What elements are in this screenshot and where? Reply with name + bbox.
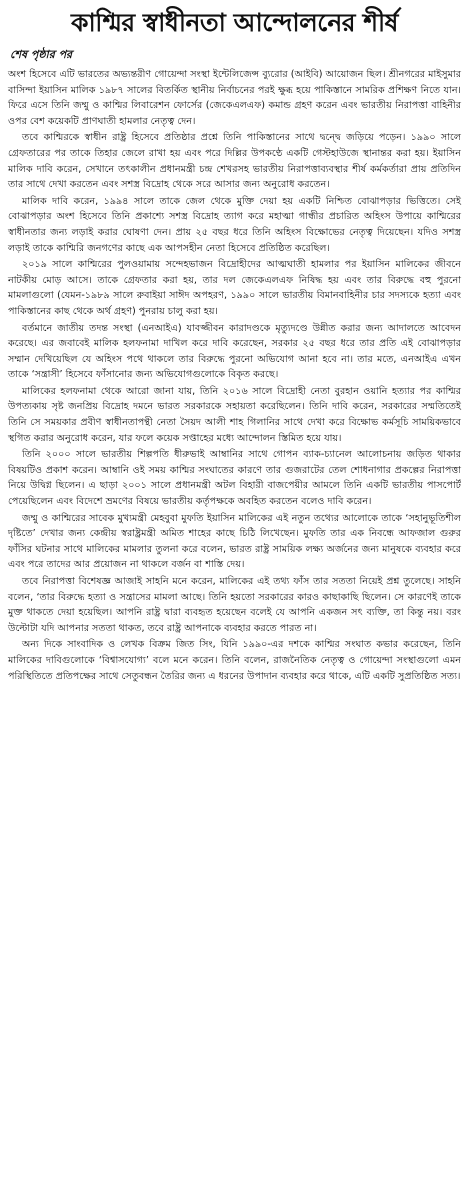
continued-from-label: শেষ পৃষ্ঠার পর <box>10 48 73 61</box>
article-paragraph: অন্য দিকে সাংবাদিক ও লেখক বিক্রম জিত সিং, যিনি ১৯৯০-এর দশকে কাশ্মির সংঘাত কভার করেছেন, তিনি মালিকের দাবিগুলোকে ‘বিশ্বাসযোগ্য’ বলে মনে করেন। তিনি বলেন, রাজনৈতিক নেতৃত্ব ও গোয়েন্দা সংস্থাগুলো এমন পরিস্থিতিতে প্রতিপক্ষের সাথে সেতুবন্ধন তৈরির জন্য এ ধরনের উপাদান ব্যবহার করে থাকে, এটি একটি সুপ্রতিষ্ঠিত সত্য। <box>8 639 461 682</box>
article-body <box>8 67 461 684</box>
article-paragraph: বর্তমানে জাতীয় তদন্ত সংস্থা (এনআইএ) যাবজ্জীবন কারাদণ্ডকে মৃত্যুদণ্ডে উন্নীত করার জন্য আদালতে আবেদন করেছে। এর জবাবেই মালিক হলফনামা দাখিল করে দাবি করেছেন, সরকার ২৫ বছর ধরে তার প্রতি এই বোঝাপড়ার সম্মান দেখিয়েছিল যে অহিংস পথে থাকলে তার বিরুদ্ধে পুরনো অভিযোগ আনা হবে না। তার মতে, এনআইএ এখন তাকে ‘সন্ত্রাসী’ হিসেবে ফাঁসানোর জন্য অভিযোগগুলোকে বিকৃত করছে। <box>8 322 461 381</box>
article-paragraph: অংশ হিসেবে এটি ভারতের অভ্যন্তরীণ গোয়েন্দা সংস্থা ইন্টেলিজেন্স ব্যুরোর (আইবি) আয়োজন ছিল। শ্রীনগরের মাইসুমার বাসিন্দা ইয়াসিন মালিক ১৯৮৭ সালের বিতর্কিত স্থানীয় নির্বাচনের পরই ক্ষুব্ধ হয়ে পাকিস্তানে সামরিক প্রশিক্ষণ নিতে যান। ফিরে এসে তিনি জম্মু ও কাশ্মির লিবারেশন ফোর্সের (জেকেএলএফ) কমান্ড গ্রহণ করেন এবং ভারতীয় নিরাপত্তা বাহিনীর ওপর বেশ কয়েকটি প্রাণঘাতী হামলার নেতৃত্ব দেন। <box>8 69 461 127</box>
article-paragraph: মালিকের হলফনামা থেকে আরো জানা যায়, তিনি ২০১৬ সালে বিদ্রোহী নেতা বুরহান ওয়ানি হত্যার পর কাশ্মির উপত্যকায় সৃষ্ট জনপ্রিয় বিদ্রোহ দমনে ভারত সরকারকে সহায়তা করেছিলেন। তিনি দাবি করেন, সরকারের সম্মতিতেই তিনি সে সময়কার প্রবীণ স্বাধীনতাপন্থী নেতা সৈয়দ আলী শাহ গিলানির সাথে দেখা করে বিক্ষোভ কর্মসূচি সাময়িকভাবে স্থগিত করার অনুরোধ করেন, যার ফলে কয়েক সপ্তাহের মধ্যে আন্দোলন স্তিমিত হয়ে যায়। <box>8 385 461 444</box>
article-paragraph: জম্মু ও কাশ্মিরের সাবেক মুখ্যমন্ত্রী মেহবুবা মুফতি ইয়াসিন মালিকের এই নতুন তথ্যের আলোকে তাকে ‘সহানুভূতিশীল দৃষ্টিতে’ দেখার জন্য কেন্দ্রীয় স্বরাষ্ট্রমন্ত্রী অমিত শাহের কাছে চিঠি লিখেছেন। মুফতি তার এক নিবন্ধে আফজাল গুরুর ফাঁসির ঘটনার সাথে মালিকের মামলার তুলনা করে বলেন, ভারত রাষ্ট্র সাময়িক লক্ষ্য অর্জনের জন্য মানুষকে ব্যবহার করে এবং পরে তাদের আর প্রয়োজন না থাকলে বর্জন বা শাস্তি দেয়। <box>8 512 461 571</box>
article-paragraph: তবে নিরাপত্তা বিশেষজ্ঞ আজাই সাহনি মনে করেন, মালিকের এই তথ্য ফাঁস তার সততা নিয়েই প্রশ্ন তুলেছে। সাহনি বলেন, ‘তার বিরুদ্ধে হত্যা ও সন্ত্রাসের মামলা আছে। তিনি হয়তো সরকারের কারও কাছাকাছি ছিলেন। সে কারণেই তাকে মুক্ত থাকতে দেয়া হয়েছিল। আপনি রাষ্ট্র দ্বারা ব্যবহৃত হয়েছেন বলেই যে আপনি একজন সৎ ব্যক্তি, তা কিন্তু নয়। বরং উল্টোটা যদি আপনার সততা থাকত, তবে রাষ্ট্র আপনাকে ব্যবহার করতে পারত না। <box>8 576 461 634</box>
article-paragraph: তবে কাশ্মিরকে স্বাধীন রাষ্ট্র হিসেবে প্রতিষ্ঠার প্রশ্নে তিনি পাকিস্তানের সাথে দ্বন্দ্বে জড়িয়ে পড়েন। ১৯৯০ সালে গ্রেফতারের পর তাকে তিহার জেলে রাখা হয় এবং পরে দিল্লির উপকণ্ঠে একটি গেস্টহাউজে স্থানান্তর করা হয়। ইয়াসিন মালিক দাবি করেন, সেখানে তৎকালীন প্রধানমন্ত্রী চন্দ্র শেখরসহ ভারতীয় নিরাপত্তাব্যবস্থার শীর্ষ কর্মকর্তারা প্রায় প্রতিদিন তার সাথে দেখা করতেন এবং সশস্ত্র বিদ্রোহ থেকে সরে আসার জন্য অনুরোধ করতেন। <box>8 132 461 191</box>
article-paragraph: মালিক দাবি করেন, ১৯৯৪ সালে তাকে জেল থেকে মুক্তি দেয়া হয় একটি নিশ্চিত বোঝাপড়ার ভিত্তিতে। সেই বোঝাপড়ার অংশ হিসেবে তিনি প্রকাশ্যে সশস্ত্র বিদ্রোহ ত্যাগ করে মহাত্মা গান্ধীর প্রচারিত অহিংস উপায়ে কাশ্মিরের স্বাধীনতার জন্য লড়াই করার ঘোষণা দেন। প্রায় ২৫ বছর ধরে তিনি অহিংস বিক্ষোভের নেতৃত্ব দিয়েছেন। যদিও সশস্ত্র লড়াই তাকে কাশ্মিরি জনগণের কাছে এক আপসহীন নেতা হিসেবে প্রতিষ্ঠিত করেছিল। <box>8 195 461 254</box>
article-paragraph: ২০১৯ সালে কাশ্মিরের পুলওয়ামায় সন্দেহভাজন বিদ্রোহীদের আত্মঘাতী হামলার পর ইয়াসিন মালিকের জীবনে নাটকীয় মোড় আসে। তাকে গ্রেফতার করা হয়, তার দল জেকেএলএফ নিষিদ্ধ হয় এবং তার বিরুদ্ধে বহু পুরনো মামলাগুলো (যেমন-১৯৮৯ সালে রুবাইয়া সাঈদ অপহরণ, ১৯৯০ সালে ভারতীয় বিমানবাহিনীর চার সদস্যকে হত্যা এবং পাকিস্তানের কাছ থেকে অর্থ গ্রহণ) পুনরায় চালু করা হয়। <box>8 259 461 317</box>
article-headline: কাশ্মির স্বাধীনতা আন্দোলনের শীর্ষ <box>71 8 398 37</box>
article-paragraph: তিনি ২০০০ সালে ভারতীয় শিল্পপতি ধীরুভাই আম্বানির সাথে গোপন ব্যাক-চ্যানেল আলোচনায় জড়িত থাকার বিষয়টিও প্রকাশ করেন। আম্বানি ওই সময় কাশ্মির সংঘাতের কারণে তার গুজরাটের তেল শোধনাগার প্রকল্পের নিরাপত্তা নিয়ে উদ্বিগ্ন ছিলেন। এ ছাড়া ২০০১ সালে প্রধানমন্ত্রী অটল বিহারী বাজপেয়ীর আমলে তিনি একটি ভারতীয় পাসপোর্ট পেয়েছিলেন এবং বিদেশে ভ্রমণের বিষয়ে ভারতীয় কর্তৃপক্ষকে অবহিত করতেন বলেও দাবি করেন। <box>8 449 461 508</box>
